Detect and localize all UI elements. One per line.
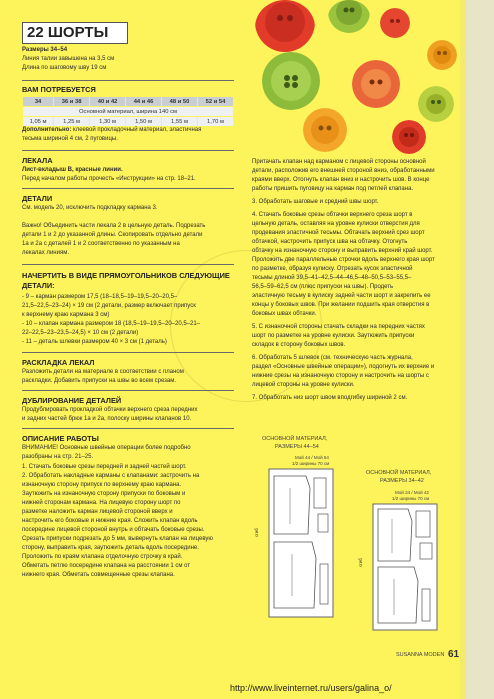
work-line: Срезать припуски подрезать до 5 мм, вывернуть клапан на лицевую — [22, 536, 213, 542]
rect-line: - 11 – деталь шлевки размером 40 × 3 см (1 деталь) — [22, 339, 167, 345]
work-line: посередине лицевой стороной внутрь и обтачать боковые срезы. — [22, 527, 205, 533]
extra-label: Дополнительно: — [22, 127, 72, 133]
page-title-box — [22, 22, 128, 44]
important-line: лекалах линиям. — [22, 250, 69, 256]
divider — [22, 428, 234, 429]
work-line: нижней сторонам кармана. На лицевую сторону шорт по — [22, 500, 181, 506]
right-line: цельную деталь, оставляя на уровне кулиски отверстия для — [252, 221, 420, 227]
pattern-heading: ЛЕКАЛА — [22, 156, 53, 165]
work-line: нижнего края. Обметать совмещенные срезы клапана. — [22, 572, 175, 578]
layout-heading: РАСКЛАДКА ЛЕКАЛ — [22, 358, 95, 367]
rect-line: 22–22,5–23–23,5–24,5) × 10 см (2 детали) — [22, 330, 139, 336]
work-line: ВНИМАНИЕ! Основные швейные операции более подробно — [22, 445, 191, 451]
plan1-title: ОСНОВНОЙ МАТЕРИАЛ, — [262, 436, 328, 442]
right-line: краями вверх. Отогнуть клапан вниз и настрочить шов. В конце — [252, 177, 430, 183]
sizes-line: Размеры 34–54 — [22, 47, 68, 53]
size-header: 40 и 42 — [90, 97, 126, 107]
divider — [22, 264, 234, 265]
work-line: Заутюжить на изнаночную сторону припуски по боковым и — [22, 491, 186, 497]
work-line: сторону, выправить края, заутюжить деталь вдоль посередине. — [22, 545, 199, 551]
lime-button-decoration — [418, 86, 454, 122]
rect-heading-1: НАЧЕРТИТЬ В ВИДЕ ПРЯМОУГОЛЬНИКОВ СЛЕДУЮЩИЕ — [22, 271, 230, 280]
fabric-amount: 1,30 м — [90, 117, 126, 127]
plan2-scale: Мой 34 / Мой 42 — [395, 490, 429, 495]
size-header: 48 и 50 — [162, 97, 198, 107]
grain-label-1: сгиб — [253, 528, 259, 537]
layout-plan-2 — [372, 503, 438, 631]
right-line: 4. Стачать боковые срезы обтачки верхнего среза шорт в — [252, 212, 413, 218]
divider — [22, 188, 234, 189]
right-line: 5. С изнаночной стороны стачать складки на передних частях — [252, 324, 425, 330]
right-line: раздел «Основные швейные операции»), подогнуть их верхние и — [252, 364, 435, 370]
right-line: лицевой стороны на уровне кулиски. — [252, 382, 355, 388]
extra-line-2: тесьма шириной 4 см, 2 пуговицы. — [22, 136, 118, 142]
divider — [22, 80, 234, 81]
table-row — [23, 117, 234, 127]
red-button-small-decoration — [380, 8, 410, 38]
size-header: 44 и 46 — [126, 97, 162, 107]
fabric-amount: 1,70 м — [197, 117, 233, 127]
work-line: Проложить по краям клапана отделочную строчку в край. — [22, 554, 183, 560]
divider — [22, 352, 234, 353]
dup-heading: ДУБЛИРОВАНИЕ ДЕТАЛЕЙ — [22, 396, 122, 405]
footer-brand: SUSANNA MODEN — [396, 652, 445, 658]
divider — [22, 390, 234, 391]
details-text: См. модель 20, исключить подкладку кармана 3. — [22, 205, 158, 211]
material-size-table — [22, 96, 234, 127]
right-line: Проложить две параллельные строчки вдоль верхнего края шорт — [252, 257, 435, 263]
fabric-amount: 1,05 м — [23, 117, 54, 127]
extra-text: клеевой прокладочный материал, эластичная — [71, 127, 202, 133]
page-number: 61 — [448, 649, 460, 660]
orange-red-button-decoration — [352, 60, 400, 108]
dup-line: Продублировать прокладкой обтачки верхнего среза передних — [22, 407, 198, 413]
fabric-amount: 1,55 м — [162, 117, 198, 127]
size-header: 36 и 38 — [54, 97, 90, 107]
right-line: боковых швах обтачки. — [252, 311, 317, 317]
right-line: по разметке, образуя кулиску. Отрезать кусок эластичной — [252, 266, 413, 272]
work-line: 2. Обработать накладные карманы с клапанами: застрочить на — [22, 473, 200, 479]
layout-plan-1 — [268, 468, 334, 618]
table-header-row — [23, 97, 234, 107]
rect-line: - 9 – карман размером 17,5 (18–18,5–19–19,5–20–20,5– — [22, 294, 178, 300]
size-header: 52 и 54 — [197, 97, 233, 107]
work-line: разобраны на стр. 21–25. — [22, 454, 94, 460]
page-edge — [466, 0, 494, 699]
plan1-subtitle: РАЗМЕРЫ 44–54 — [275, 444, 319, 450]
right-line: 3. Обработать шаговые и средний швы шорт. — [252, 199, 379, 205]
plan2-subtitle: РАЗМЕРЫ 34–42 — [380, 478, 424, 484]
waist-line: Линия талии завышена на 3,5 см — [22, 56, 115, 62]
right-line: тесьмы длиной 39,5–41–42,5–44–46,5–48–50,5–53–55,5– — [252, 275, 412, 281]
work-heading: ОПИСАНИЕ РАБОТЫ — [22, 434, 99, 443]
right-line: обтачкой, настрочить припуск шва на обтачку. Отогнуть — [252, 239, 408, 245]
right-line: 6. Обработать 5 шлевок (см. техническую часть журнала, — [252, 355, 413, 361]
rect-line: - 10 – клапан кармана размером 18 (18,5–19–19,5–20–20,5–21– — [22, 321, 201, 327]
work-line: Обметать петлю посередине клапана на расстоянии 1 см от — [22, 563, 191, 569]
pattern-note: Перед началом работы прочесть «Инструкции» на стр. 18–21. — [22, 176, 196, 182]
right-line: концы у боковых швов. При желании подшить края отверстия в — [252, 302, 430, 308]
right-line: 7. Обработать низ шорт швом вподгибку шириной 2 см. — [252, 395, 408, 401]
orange-button-decoration — [427, 40, 457, 70]
red-button-decoration — [255, 0, 315, 55]
size-header: 34 — [23, 97, 54, 107]
details-heading: ДЕТАЛИ — [22, 194, 53, 203]
right-line: работы пришить пуговицу на карман под петлей клапана. — [252, 186, 414, 192]
work-line: 1. Стачать боковые срезы передней и задней частей шорт. — [22, 464, 187, 470]
pattern-sheet: Лист-вкладыш В, красные линии. — [22, 167, 123, 173]
fabric-amount: 1,25 м — [54, 117, 90, 127]
work-line: изнаночную сторону припуск по верхнему краю кармана. — [22, 482, 182, 488]
page-title: 22 ШОРТЫ — [27, 24, 109, 41]
fabric-amount: 1,50 м — [126, 117, 162, 127]
dup-line: и задних частей брюк 1а и 2а, полоску ширины клапанов 10. — [22, 416, 192, 422]
layout-line: раскладки. Добавить припуски на швы во всем срезам. — [22, 378, 177, 384]
fabric-label: Основной материал, ширина 140 см — [23, 107, 234, 117]
right-line: детали, расположив его внешней стороной вниз, обработанными — [252, 168, 435, 174]
right-line: 56,5–59–62,5 см (плюс припуски на швы). Продеть — [252, 284, 394, 290]
layout-line: Разложить детали на материале в соответствии с планом — [22, 369, 184, 375]
plan1-width: 1/2 ширины 70 см — [292, 461, 330, 466]
rect-line: 21,5–22,5–23–24) × 19 см (2 детали, размер включает припуск — [22, 303, 196, 309]
materials-heading: ВАМ ПОТРЕБУЕТСЯ — [22, 85, 96, 94]
important-line: 1а и 2а с деталей 1 и 2 соответственно по указанным на — [22, 241, 180, 247]
divider — [22, 150, 234, 151]
plan2-title: ОСНОВНОЙ МАТЕРИАЛ, — [366, 470, 432, 476]
green-button-decoration — [328, 0, 370, 34]
important-line: Важно! Объединить части лекала 2 в цельную деталь. Подрезать — [22, 223, 206, 229]
important-line: детали 1 и 2 до указанной длины. Скопировать отдельно детали — [22, 232, 203, 238]
table-row — [23, 107, 234, 117]
red-button-bottom-decoration — [392, 120, 426, 154]
right-line: шорт по разметке на уровне кулиски. Заутюжить припуски — [252, 333, 415, 339]
watermark-url: http://www.liveinternet.ru/users/galina_o/ — [230, 683, 392, 693]
rect-heading-2: ДЕТАЛИ: — [22, 281, 55, 290]
rect-line: к верхнему краю кармана 3 см) — [22, 312, 110, 318]
right-line: продевания эластичной тесьмы. Обтачать верхний срез шорт — [252, 230, 425, 236]
work-line: разметке наложить карман лицевой стороной вверх и — [22, 509, 173, 515]
plan2-width: 1/2 ширины 70 см — [392, 496, 430, 501]
green-button-large-decoration — [262, 52, 320, 110]
right-line: Притачать клапан над карманом с лицевой стороны основной — [252, 159, 426, 165]
work-line: настрочить его боковые и нижние края. Сложить клапан вдоль — [22, 518, 198, 524]
inseam-line: Длина по шаговому шву 19 см — [22, 65, 107, 71]
orange-button-bottom-decoration — [303, 108, 347, 152]
right-line: обтачку на изнаночную сторону и выправить верхний край шорт. — [252, 248, 433, 254]
grain-label-2: сгиб — [357, 558, 363, 567]
right-line: эластичную тесьму в кулиску задней части шорт и закрепить ее — [252, 293, 431, 299]
extra-line-1 — [22, 126, 201, 135]
plan1-scale: Мой 44 / Мой 54 — [295, 455, 329, 460]
right-line: нижние срезы на изнаночную сторону и настрочить на шорты с — [252, 373, 429, 379]
right-line: складок в сторону боковых швов. — [252, 342, 346, 348]
